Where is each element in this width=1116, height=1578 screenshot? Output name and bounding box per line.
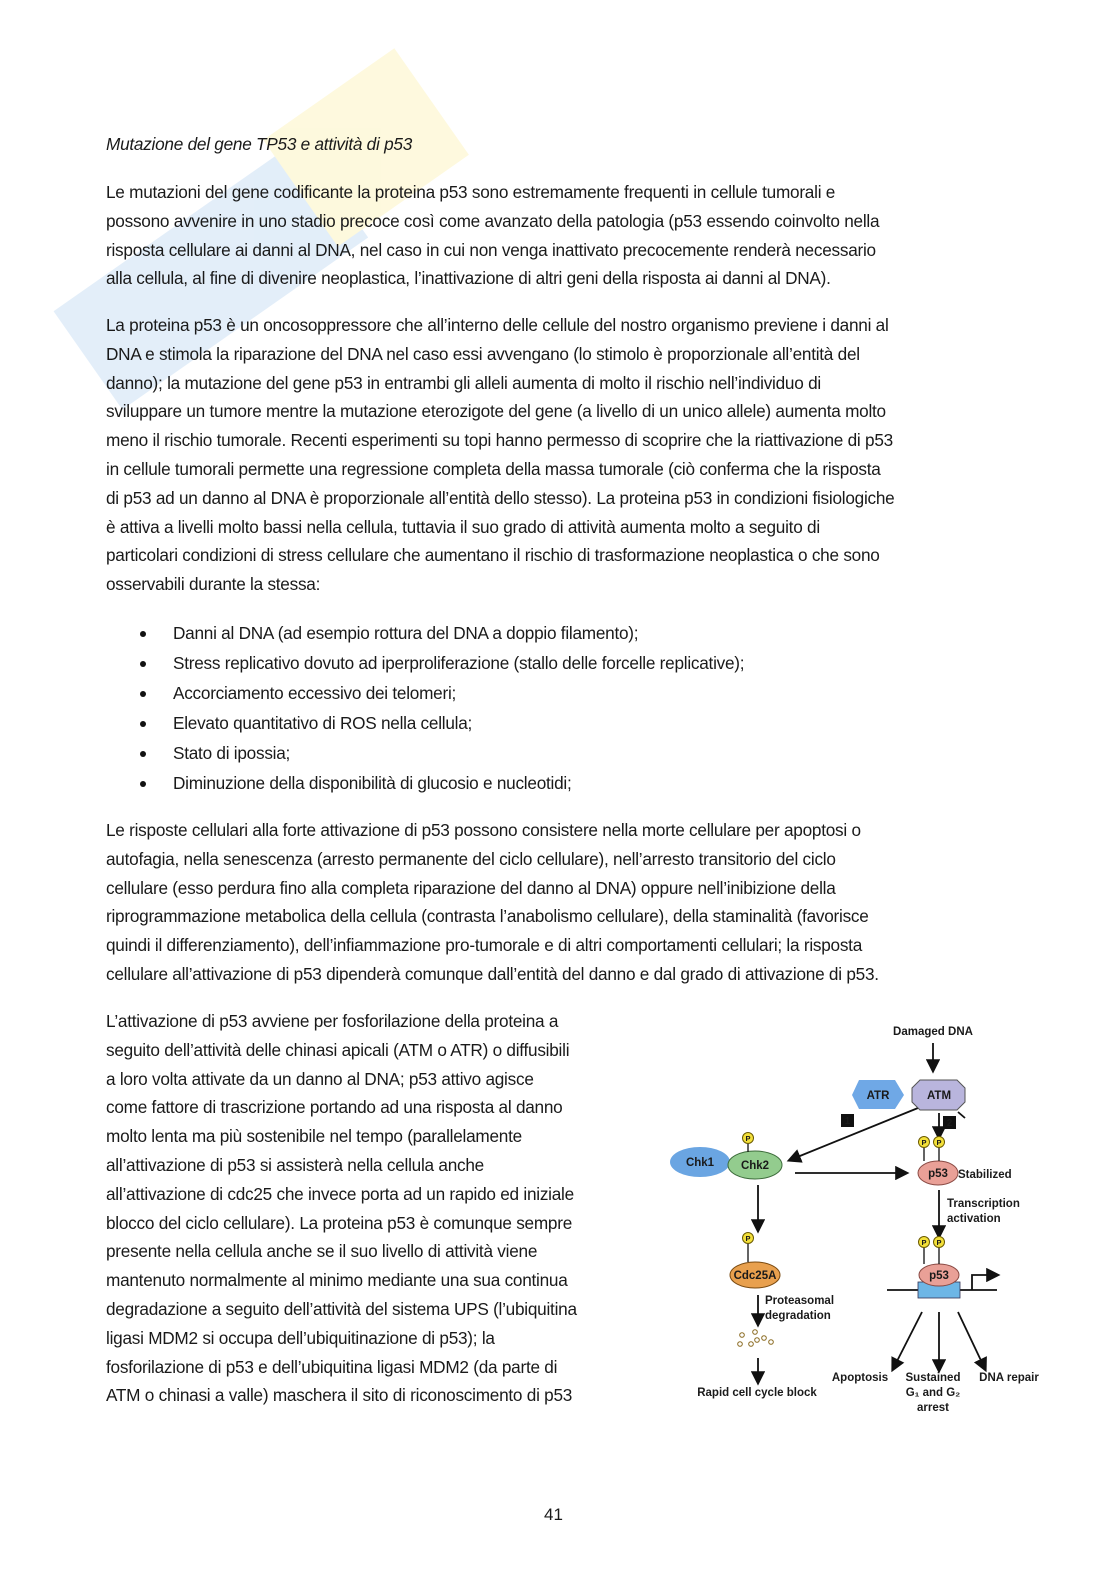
- bullet-icon: [140, 631, 146, 637]
- text-line: meno il rischio tumorale. Recenti esperimenti su topi hanno permesso di scoprire che la riattivazione di p53: [106, 430, 893, 451]
- label-degradation: degradation: [765, 1310, 831, 1322]
- text-line: osservabili durante la stessa:: [106, 574, 321, 595]
- text-line: riprogrammazione metabolica della cellula (contrasta l’anabolismo cellulare), della staminalità (favorisce: [106, 906, 869, 927]
- label-atm: ATM: [926, 1090, 952, 1102]
- label-chk2: Chk2: [740, 1160, 770, 1172]
- phosphate-label: P: [936, 1138, 942, 1147]
- text-line: molto lenta ma più sostenibile nel tempo (parallelamente: [106, 1126, 522, 1147]
- text-line: quindi il differenziamento), dell’infiammazione pro-tumorale e di altri comportamenti cellulari; la risposta: [106, 935, 863, 956]
- phosphate-label: P: [921, 1238, 927, 1247]
- list-item: Stato di ipossia;: [173, 743, 291, 763]
- label-activation: activation: [947, 1213, 1001, 1225]
- text-line: Le mutazioni del gene codificante la proteina p53 sono estremamente frequenti in cellule tumorali e: [106, 182, 836, 202]
- text-line: mantenuto normalmente al minimo mediante una sua continua: [106, 1270, 568, 1291]
- label-chk1: Chk1: [685, 1157, 715, 1169]
- label-apoptosis: Apoptosis: [831, 1372, 889, 1384]
- text-line: blocco del ciclo cellulare). La proteina p53 è comunque sempre: [106, 1212, 573, 1233]
- text-line: risposta cellulare ai danni al DNA, nel caso in cui non venga inattivato precocemente renderà necessario: [106, 239, 876, 260]
- label-transcription: Transcription: [947, 1198, 1020, 1210]
- text-line: è attiva a livelli molto bassi nella cellula, tuttavia il suo grado di attività aumenta molto a seguito di: [106, 516, 820, 537]
- text-line: seguito dell’attività delle chinasi apicali (ATM o ATR) o diffusibili: [106, 1039, 570, 1060]
- text-line: Le risposte cellulari alla forte attivazione di p53 possono consistere nella morte cellulare per apoptosi o: [106, 820, 861, 840]
- text-line: DNA e stimola la riparazione del DNA nel caso essi avvengano (lo stimolo è proporzionale all’entità del: [106, 343, 860, 364]
- text-line: cellulare all’attivazione di p53 dipenderà comunque dall’entità del danno e dal grado di attivazione di p53.: [106, 964, 879, 984]
- phosphate-label: P: [745, 1234, 751, 1243]
- bullet-icon: [140, 691, 146, 697]
- text-line: autofagia, nella senescenza (arresto permanente del ciclo cellulare), nell’arresto transitorio del ciclo: [106, 848, 836, 869]
- label-stabilized: Stabilized: [958, 1169, 1012, 1181]
- list-item: Elevato quantitativo di ROS nella cellula;: [173, 713, 473, 733]
- label-cdc25a: Cdc25A: [733, 1270, 777, 1282]
- list-item: Diminuzione della disponibilità di glucosio e nucleotidi;: [173, 773, 572, 793]
- label-p53-bottom: p53: [929, 1270, 949, 1282]
- phosphate-label: P: [921, 1138, 927, 1147]
- phosphate-label: P: [745, 1134, 751, 1143]
- list-item: Accorciamento eccessivo dei telomeri;: [173, 683, 457, 703]
- text-line: possono avvenire in uno stadio precoce così come avanzato della patologia (p53 essendo coinvolto nella: [106, 210, 880, 231]
- step-2-label: 2: [946, 1118, 953, 1129]
- text-line: L’attivazione di p53 avviene per fosforilazione della proteina a: [106, 1011, 559, 1031]
- label-atr: ATR: [866, 1090, 890, 1102]
- label-proteasomal: Proteasomal: [765, 1295, 835, 1307]
- label-arrest: arrest: [917, 1402, 949, 1414]
- text-line: sviluppare un tumore mentre la mutazione eterozigote del gene (a livello di un unico allele) aumenta molto: [106, 401, 886, 422]
- text-line: ATM o chinasi a valle) maschera il sito di riconoscimento di p53: [106, 1385, 573, 1406]
- text-line: La proteina p53 è un oncosoppressore che all’interno delle cellule del nostro organismo previene i danni al: [106, 315, 889, 335]
- transcription-start-arrow: [972, 1275, 997, 1290]
- label-p53-top: p53: [928, 1168, 948, 1180]
- page-number: 41: [544, 1505, 563, 1524]
- text-line: presente nella cellula anche se il suo livello di attività viene: [106, 1241, 538, 1262]
- bullet-icon: [140, 721, 146, 727]
- text-line: in cellule tumorali permette una regressione completa della massa tumorale (ciò conferma che la risposta: [106, 459, 881, 479]
- label-g1-g2: G₁ and G₂: [905, 1387, 961, 1399]
- text-line: degradazione a seguito dell’attività del sistema UPS (l’ubiquitina: [106, 1299, 577, 1319]
- arrow-dna-repair: [958, 1312, 985, 1369]
- phosphate-label: P: [936, 1238, 942, 1247]
- text-line: all’attivazione di p53 si assisterà nella cellula anche: [106, 1155, 484, 1175]
- text-line: cellulare (esso perdura fino alla completa riparazione del danno al DNA) oppure nell’inibizione della: [106, 877, 836, 898]
- bullet-icon: [140, 751, 146, 757]
- text-line: all’attivazione di cdc25 che invece porta ad un rapido ed iniziale: [106, 1183, 574, 1204]
- text-line: ligasi MDM2 si occupa dell’ubiquitinazione di p53); la: [106, 1327, 495, 1348]
- text-line: a loro volta attivate da un danno al DNA; p53 attivo agisce: [106, 1068, 534, 1089]
- text-line: particolari condizioni di stress cellulare che aumentano il rischio di trasformazione neoplastica o che sono: [106, 545, 880, 566]
- label-rapid-block: Rapid cell cycle block: [697, 1387, 817, 1399]
- section-title: Mutazione del gene TP53 e attività di p53: [106, 134, 413, 154]
- bullet-icon: [140, 661, 146, 667]
- text-line: come fattore di trascrizione portando ad una risposta al danno: [106, 1097, 563, 1118]
- bullet-icon: [140, 781, 146, 787]
- phosphate-groups: [740, 1133, 945, 1265]
- text-line: alla cellula, al fine di divenire neoplastica, l’inattivazione di altri geni della risposta ai danni al DNA).: [106, 268, 831, 289]
- text-line: danno); la mutazione del gene p53 in entrambi gli alleli aumenta di molto il rischio nell’individuo di: [106, 372, 821, 393]
- step-1-label: 1: [844, 1116, 851, 1127]
- p53-pathway-diagram: [660, 1010, 1060, 1420]
- list-item: Danni al DNA (ad esempio rottura del DNA a doppio filamento);: [173, 623, 639, 643]
- label-sustained: Sustained: [905, 1372, 961, 1384]
- degraded-fragments: [738, 1330, 774, 1347]
- list-item: Stress replicativo dovuto ad iperproliferazione (stallo delle forcelle replicative);: [173, 653, 745, 673]
- label-damaged-dna: Damaged DNA: [893, 1026, 973, 1038]
- arrow-apoptosis: [893, 1312, 922, 1369]
- text-line: fosforilazione di p53 e dell’ubiquitina ligasi MDM2 (da parte di: [106, 1356, 558, 1377]
- text-line: di p53 ad un danno al DNA è proporzionale all’entità dello stesso). La proteina p53 in condizioni fisiologiche: [106, 487, 895, 508]
- label-dna-repair: DNA repair: [979, 1372, 1039, 1384]
